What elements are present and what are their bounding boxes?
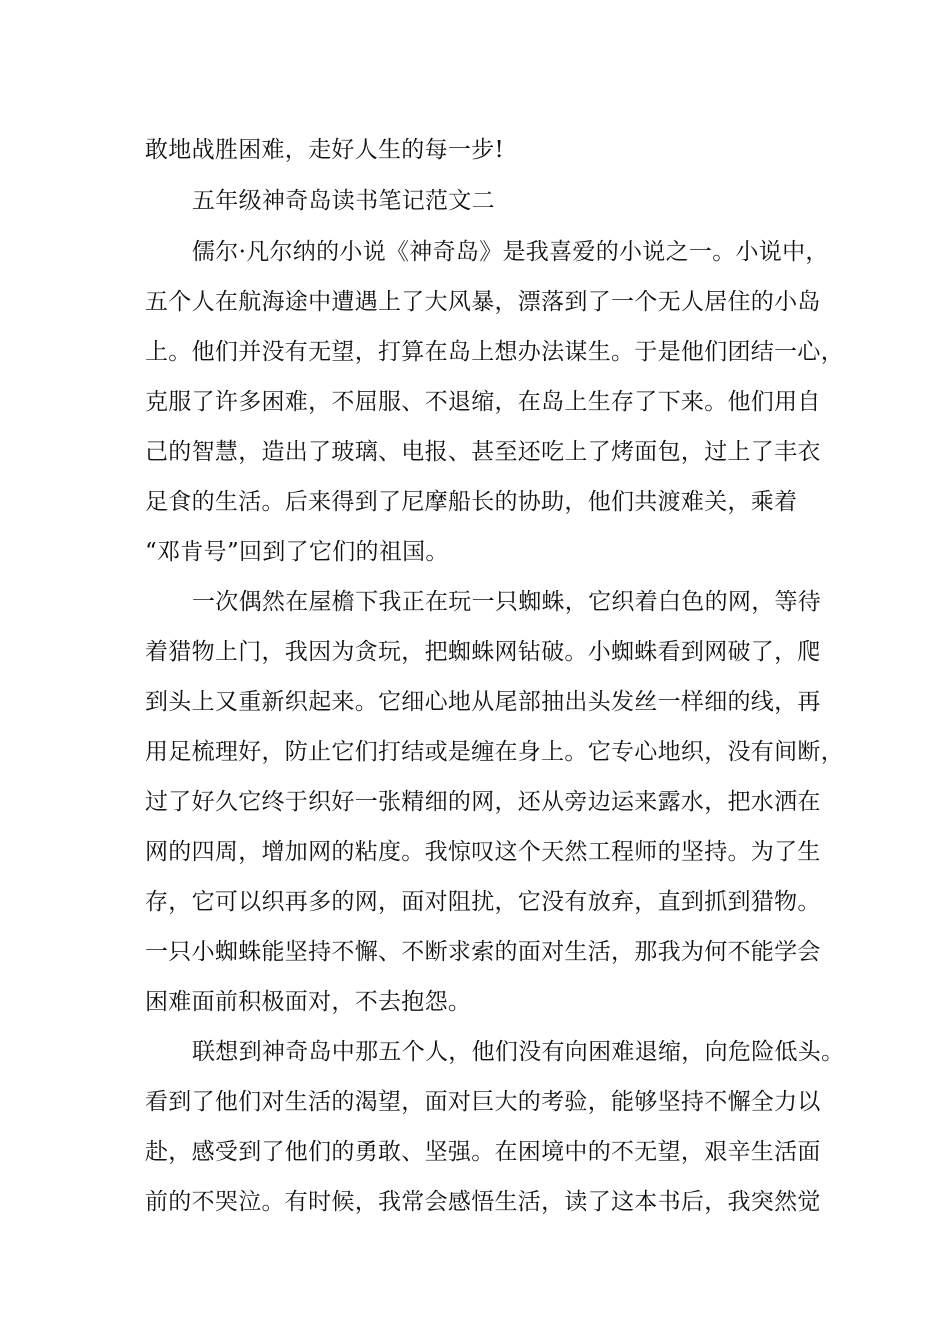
section-heading: 五年级神奇岛读书笔记范文二 xyxy=(192,188,495,214)
text-line: 一次偶然在屋檐下我正在玩一只蜘蛛，它织着白色的网，等待 xyxy=(192,589,822,615)
text-line: 足食的生活。后来得到了尼摩船长的协助，他们共渡难关，乘着 xyxy=(145,489,798,515)
text-line: 前的不哭泣。有时候，我常会感悟生活，读了这本书后，我突然觉 xyxy=(145,1189,821,1215)
text-line: 赴，感受到了他们的勇敢、坚强。在困境中的不无望，艰辛生活面 xyxy=(145,1139,821,1165)
text-line: 联想到神奇岛中那五个人，他们没有向困难退缩，向危险低头。 xyxy=(192,1039,845,1065)
text-line: 用足梳理好，防止它们打结或是缠在身上。它专心地织，没有间断， xyxy=(145,739,844,765)
text-line: 五个人在航海途中遭遇上了大风暴，漂落到了一个无人居住的小岛 xyxy=(145,289,821,315)
text-line: 到头上又重新织起来。它细心地从尾部抽出头发丝一样细的线，再 xyxy=(145,689,821,715)
text-line: 克服了许多困难，不屈服、不退缩，在岛上生存了下来。他们用自 xyxy=(145,389,821,415)
text-line: 存，它可以织再多的网，面对阻扰，它没有放弃，直到抓到猎物。 xyxy=(145,889,821,915)
text-line: 一只小蜘蛛能坚持不懈、不断求索的面对生活，那我为何不能学会 xyxy=(145,939,821,965)
text-line: 看到了他们对生活的渴望，面对巨大的考验，能够坚持不懈全力以 xyxy=(145,1089,821,1115)
text-line: 过了好久它终于织好一张精细的网，还从旁边运来露水，把水洒在 xyxy=(145,789,821,815)
text-line: 儒尔·凡尔纳的小说《神奇岛》是我喜爱的小说之一。小说中， xyxy=(192,239,829,265)
text-line: 敢地战胜困难，走好人生的每一步! xyxy=(145,137,505,163)
text-line: 上。他们并没有无望，打算在岛上想办法谋生。于是他们团结一心， xyxy=(145,339,844,365)
text-line: 着猎物上门，我因为贪玩，把蜘蛛网钻破。小蜘蛛看到网破了，爬 xyxy=(145,639,821,665)
text-line: 己的智慧，造出了玻璃、电报、甚至还吃上了烤面包，过上了丰衣 xyxy=(145,439,821,465)
text-line: “邓肯号”回到了它们的祖国。 xyxy=(145,539,449,565)
text-line: 困难面前积极面对，不去抱怨。 xyxy=(145,989,472,1015)
text-line: 网的四周，增加网的粘度。我惊叹这个天然工程师的坚持。为了生 xyxy=(145,839,821,865)
